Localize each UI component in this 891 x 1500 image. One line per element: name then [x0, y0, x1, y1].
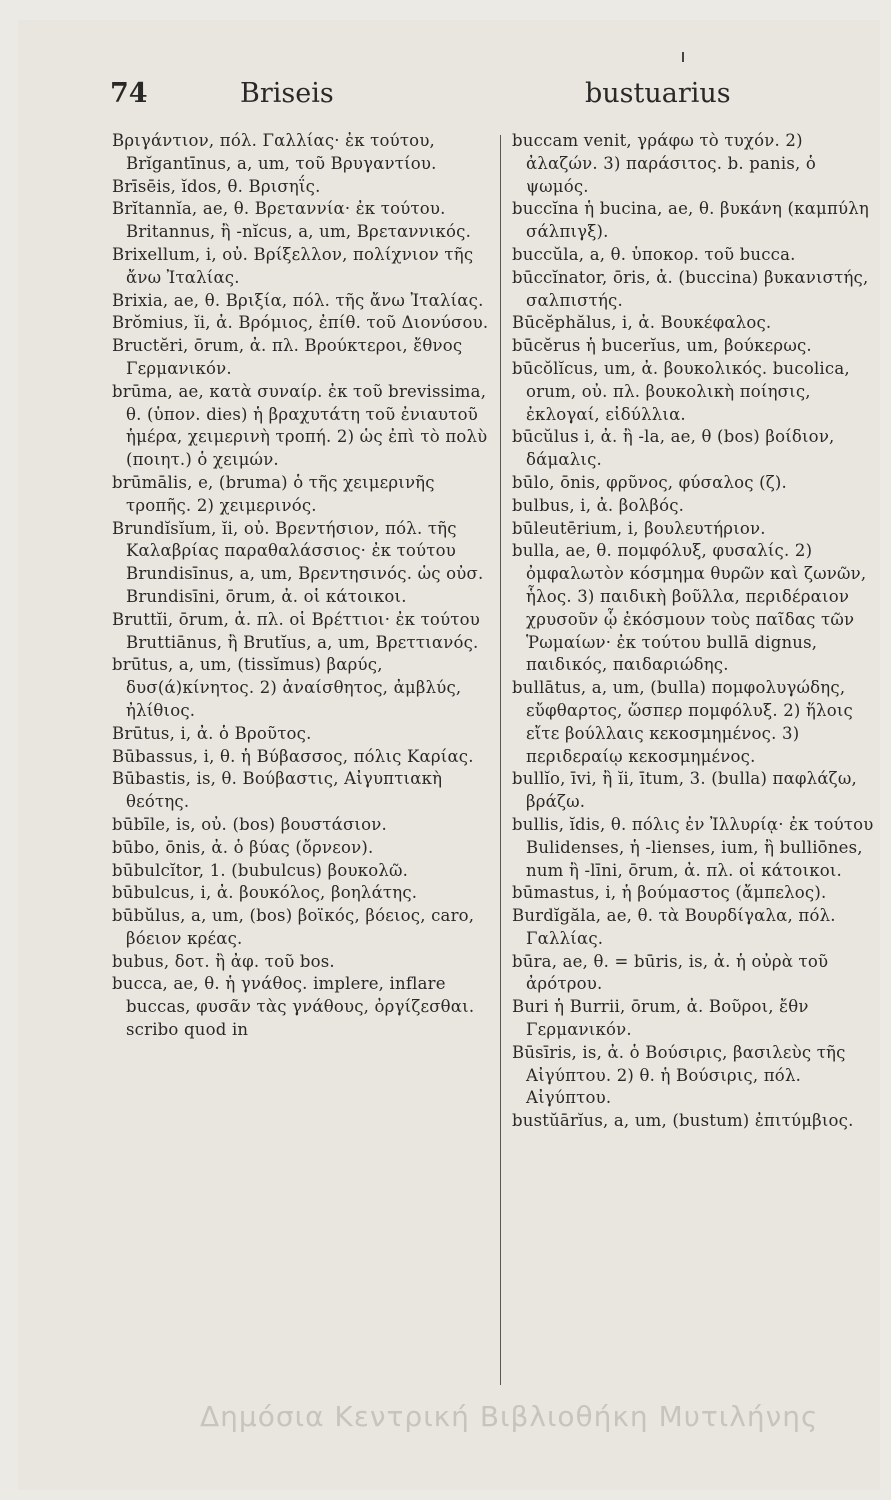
entry: bustŭārĭus, a, um, (bustum) ἐπιτύμβιος. — [512, 1111, 854, 1131]
entry: Būbastis, is, θ. Βούβαστις, Αἰγυπτιακὴ θεότης. — [112, 769, 443, 812]
entry: būbulcĭtor, 1. (bubulcus) βουκολῶ. — [112, 860, 409, 880]
entry: Būbassus, i, θ. ἡ Βύβασσος, πόλις Καρίας. — [112, 746, 474, 766]
entry: brūmālis, e, (bruma) ὁ τῆς χειμερινῆς τροπῆς. 2) χειμερινός. — [112, 472, 435, 515]
column-divider — [500, 135, 501, 1385]
entry: brūma, ae, κατὰ συναίρ. ἐκ τοῦ brevissima, θ. (ὑπον. dies) ἡ βραχυτάτη τοῦ ἐνιαυτοῦ ἡμέρα, χειμερινὴ τροπή. 2) ὡς ἐπὶ τὸ πολὺ (ποιητ.) ὁ χειμών. — [112, 381, 488, 470]
entry: Brĭtannĭa, ae, θ. Βρεταννία· ἐκ τούτου. Britannus, ἢ -nĭcus, a, um, Βρεταννικός. — [112, 199, 472, 242]
entry: bulbus, i, ἀ. βολβός. — [512, 495, 685, 515]
entry: būbīle, is, οὐ. (bos) βουστάσιον. — [112, 814, 387, 834]
entry: bubus, δοτ. ἢ ἀφ. τοῦ bos. — [112, 951, 335, 971]
entry: bullātus, a, um, (bulla) πομφολυγώδης, εὔφθαρτος, ὥσπερ πομφόλυξ. 2) ἥλοις εἴτε βούλλαις κεκοσμημένος. 3) περιδεραίῳ κεκοσμημένος. — [512, 678, 853, 766]
entry: būcĕrus ἡ bucerĭus, um, βούκερως. — [512, 336, 812, 356]
entry: būra, ae, θ. = būris, is, ἀ. ἡ οὐρὰ τοῦ ἀρότρου. — [512, 951, 829, 994]
page-number: 74 — [110, 78, 148, 109]
entry: Brixia, ae, θ. Βριξία, πόλ. τῆς ἄνω Ἰταλίας. — [112, 290, 484, 310]
entry: Βριγάντιον, πόλ. Γαλλίας· ἐκ τούτου, Brĭgantīnus, a, um, τοῦ Βρυγαντίου. — [112, 131, 437, 173]
entry: Būcĕphălus, i, ἀ. Βουκέφαλος. — [512, 313, 772, 333]
entry: būcŏlĭcus, um, ἀ. βουκολικός. bucolica, orum, οὐ. πλ. βουκολικὴ ποίησις, ἐκλογαί, εἰδύλλια. — [512, 358, 850, 424]
entry: brūtus, a, um, (tissĭmus) βαρύς, δυσ(ά)κίνητος. 2) ἀναίσθητος, ἀμβλύς, ἠλίθιος. — [112, 655, 462, 720]
entry: Bruttĭi, ōrum, ἀ. πλ. οἱ Βρέττιοι· ἐκ τούτου Bruttiānus, ἢ Brutĭus, a, um, Βρεττιανός. — [112, 609, 480, 652]
entry: Buri ἡ Burrii, ōrum, ἀ. Βοῦροι, ἔθν Γερμανικόν. — [512, 997, 809, 1040]
entry: buccĭna ἡ bucina, ae, θ. βυκάνη (καμπύλη σάλπιγξ). — [512, 199, 869, 242]
entry: buccŭla, a, θ. ὑποκορ. τοῦ bucca. — [512, 244, 796, 264]
entry: Būsīris, is, ἀ. ὁ Βούσιρις, βασιλεὺς τῆς Αἰγύπτου. 2) θ. ἡ Βούσιρις, πόλ. Αἰγύπτου. — [512, 1042, 846, 1108]
margin-mark — [682, 52, 684, 62]
entry: būbo, ōnis, ἀ. ὁ βύας (ὄρνεον). — [112, 837, 374, 857]
page-header — [0, 78, 891, 118]
entry: bullis, ĭdis, θ. πόλις ἐν Ἰλλυρίᾳ· ἐκ τούτου Bulidenses, ἡ -lienses, ium, ἢ bulliōnes, num ἢ -līni, ōrum, ἀ. πλ. οἱ κάτοικοι. — [512, 814, 874, 880]
left-column — [112, 130, 492, 1042]
entry: būlo, ōnis, φρῦνος, φύσαλος (ζ). — [512, 472, 787, 492]
entry: Brundĭsĭum, ĭi, οὐ. Βρεντήσιον, πόλ. τῆς Καλαβρίας παραθαλάσσιος· ἐκ τούτου Brundisīnus, a, um, Βρεντησινός. ὡς οὐσ. Brundisīni, ōrum, ἀ. οἱ κάτοικοι. — [112, 518, 484, 606]
entry: Burdĭgăla, ae, θ. τὰ Βουρδίγαλα, πόλ. Γαλλίας. — [512, 906, 836, 948]
entry: būleutērium, i, βουλευτήριον. — [512, 518, 766, 538]
entry: Brīsēis, ĭdos, θ. Βρισηΐς. — [112, 176, 321, 196]
entry: bullĭo, īvi, ἢ ĭi, ītum, 3. (bulla) παφλάζω, βράζω. — [512, 769, 857, 812]
entry: Bructĕri, ōrum, ἀ. πλ. Βρούκτεροι, ἔθνος Γερμανικόν. — [112, 336, 463, 378]
right-guide-word: bustuarius — [585, 78, 731, 109]
entry: Brŏmius, ĭi, ἀ. Βρόμιος, ἐπίθ. τοῦ Διονύσου. — [112, 313, 489, 333]
entry: būbulcus, i, ἀ. βουκόλος, βοηλάτης. — [112, 883, 418, 903]
entry: Brixellum, i, οὐ. Βρίξελλον, πολίχνιον τῆς ἄνω Ἰταλίας. — [112, 244, 474, 287]
entry: bulla, ae, θ. πομφόλυξ, φυσαλίς. 2) ὀμφαλωτὸν κόσμημα θυρῶν καὶ ζωνῶν, ἧλος. 3) παιδικὴ βοῦλλα, περιδέραιον χρυσοῦν ᾧ ἐκόσμουν τοὺς παῖδας τῶν Ῥωμαίων· ἐκ τούτου bullā dignus, παιδικός, παιδαριώδης. — [512, 541, 867, 675]
library-watermark: Δημόσια Κεντρική Βιβλιοθήκη Μυτιλήνης — [200, 1400, 819, 1433]
entry: būmastus, i, ἡ βούμαστος (ἄμπελος). — [512, 883, 827, 903]
entry: bucca, ae, θ. ἡ γνάθος. implere, inflare buccas, φυσᾶν τὰς γνάθους, ὀργίζεσθαι. scribo quod in — [112, 974, 475, 1040]
entry: būcŭlus i, ἀ. ἢ -la, ae, θ (bos) βοίδιον, δάμαλις. — [512, 427, 835, 470]
entry: Brūtus, i, ἀ. ὁ Βροῦτος. — [112, 723, 312, 743]
entry: buccam venit, γράφω τὸ τυχόν. 2) ἀλαζών. 3) παράσιτος. b. panis, ὁ ψωμός. — [512, 131, 817, 196]
left-guide-word: Briseis — [240, 78, 334, 109]
entry: būccĭnator, ōris, ἀ. (buccina) βυκανιστής, σαλπιστής. — [512, 267, 869, 310]
entry: būbŭlus, a, um, (bos) βοϊκός, βόειος, caro, βόειον κρέας. — [112, 906, 475, 948]
right-column — [512, 130, 874, 1133]
